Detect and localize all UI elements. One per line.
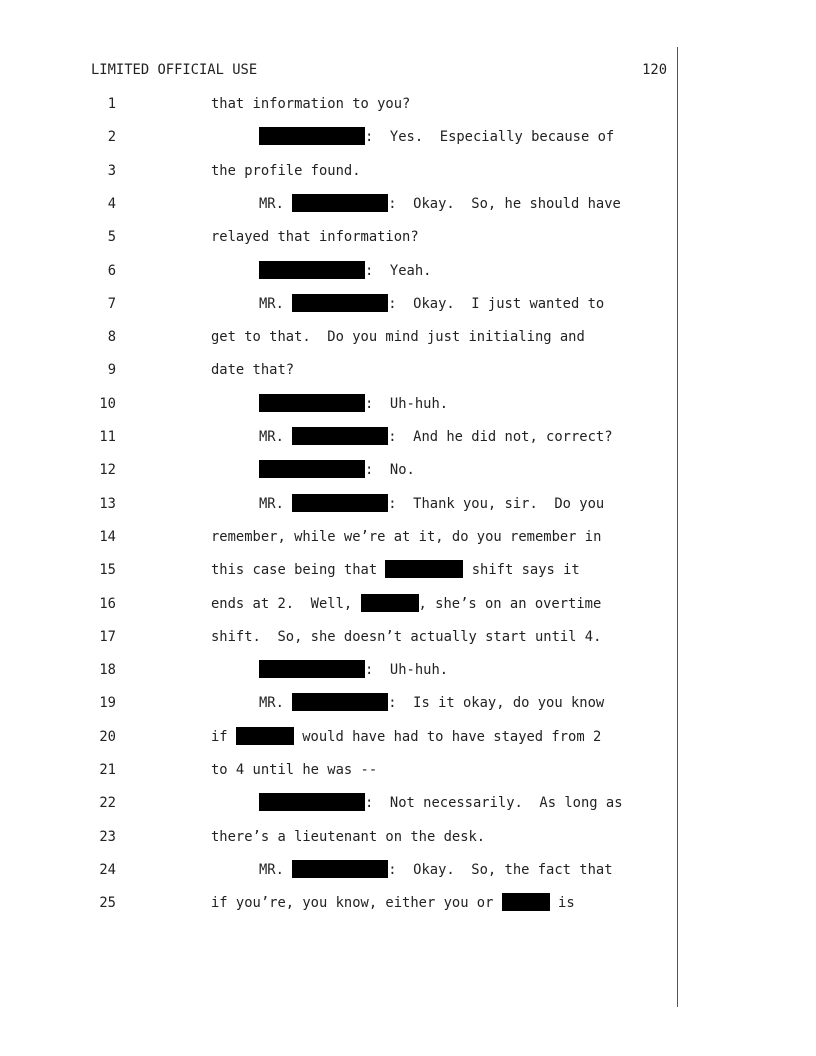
line-text — [211, 760, 377, 780]
line-number: 15 — [99, 562, 116, 579]
text-segment: : No. — [365, 462, 415, 479]
redaction-box — [292, 194, 388, 212]
transcript-line — [0, 494, 677, 514]
text-segment: : Uh-huh. — [365, 395, 449, 412]
line-number: 13 — [99, 495, 116, 512]
line-text — [211, 227, 419, 247]
transcript-line — [0, 194, 677, 214]
text-segment: : Okay. I just wanted to — [388, 295, 605, 312]
text-segment: : Yes. Especially because of — [365, 129, 615, 146]
line-text — [259, 194, 621, 214]
transcript-line — [0, 693, 677, 713]
line-number: 7 — [107, 295, 116, 312]
text-segment: : Not necessarily. As long as — [365, 795, 623, 812]
page-number: 120 — [642, 62, 667, 78]
line-text — [259, 860, 613, 880]
line-text — [259, 394, 448, 414]
line-number: 25 — [99, 895, 116, 912]
text-segment: this case being that — [211, 562, 386, 579]
text-segment: MR. — [259, 495, 293, 512]
redaction-box — [292, 693, 388, 711]
text-segment: : Yeah. — [365, 262, 432, 279]
text-segment: MR. — [259, 295, 293, 312]
redaction-box — [292, 494, 388, 512]
transcript-line — [0, 360, 677, 380]
text-segment: date that? — [211, 362, 295, 379]
text-segment: is — [549, 895, 575, 912]
text-segment: shift. So, she doesn’t actually start until 4. — [211, 628, 602, 645]
transcript-line — [0, 793, 677, 813]
line-number: 22 — [99, 795, 116, 812]
line-number: 1 — [107, 96, 116, 112]
line-text — [211, 360, 294, 380]
line-text — [211, 527, 601, 547]
line-number: 24 — [99, 861, 116, 878]
text-segment: get to that. Do you mind just initialing and — [211, 329, 585, 346]
redaction-box — [259, 261, 365, 279]
right-margin-rule — [677, 47, 678, 1007]
line-number: 17 — [99, 628, 116, 645]
transcript-line — [0, 660, 677, 680]
redaction-box — [259, 660, 365, 678]
line-text — [259, 427, 613, 447]
line-number: 21 — [99, 762, 116, 778]
text-segment: ends at 2. Well, — [211, 595, 361, 612]
line-text — [211, 893, 575, 913]
text-segment: : Uh-huh. — [365, 662, 449, 679]
transcript-line — [0, 527, 677, 547]
line-text — [211, 627, 601, 647]
transcript-line — [0, 127, 677, 147]
line-number: 2 — [107, 129, 116, 146]
redaction-box — [292, 427, 388, 445]
text-segment: : Is it okay, do you know — [388, 695, 605, 712]
line-text — [259, 693, 604, 713]
line-text — [259, 127, 614, 147]
line-number: 18 — [99, 662, 116, 679]
line-text — [211, 727, 601, 747]
text-segment: : Okay. So, he should have — [388, 195, 621, 212]
transcript-line — [0, 460, 677, 480]
text-segment: if — [211, 728, 236, 745]
text-segment: remember, while we’re at it, do you remember in — [211, 528, 602, 545]
text-segment: MR. — [259, 429, 293, 445]
transcript-line — [0, 161, 677, 181]
text-segment: : Okay. So, the fact that — [388, 861, 613, 878]
transcript-line — [0, 827, 677, 847]
line-text — [211, 594, 601, 614]
text-segment: MR. — [259, 195, 293, 212]
line-number: 10 — [99, 395, 116, 412]
redaction-box — [292, 860, 388, 878]
transcript-line — [0, 594, 677, 614]
line-number: 12 — [99, 462, 116, 479]
text-segment: that information to you? — [211, 96, 411, 112]
text-segment: : And he did not, correct? — [388, 429, 613, 445]
text-segment: to 4 until he was -- — [211, 762, 378, 778]
line-text — [211, 327, 585, 347]
line-text — [259, 261, 431, 281]
redaction-box — [236, 727, 294, 745]
redaction-box — [502, 893, 550, 911]
text-segment: shift says it — [463, 562, 580, 579]
line-number: 19 — [99, 695, 116, 712]
text-segment: : Thank you, sir. Do you — [388, 495, 605, 512]
transcript-line — [0, 560, 677, 580]
line-text — [259, 660, 448, 680]
line-number: 23 — [99, 828, 116, 845]
transcript-line — [0, 727, 677, 747]
line-number: 5 — [107, 229, 116, 246]
transcript-line — [0, 294, 677, 314]
line-text — [259, 793, 623, 813]
redaction-box — [259, 460, 365, 478]
line-number: 9 — [107, 362, 116, 379]
text-segment: MR. — [259, 695, 293, 712]
redaction-box — [259, 127, 365, 145]
redaction-box — [361, 594, 419, 612]
text-segment: MR. — [259, 861, 293, 878]
line-number: 6 — [107, 262, 116, 279]
redaction-box — [259, 394, 365, 412]
transcript-line — [0, 261, 677, 281]
line-text — [211, 161, 361, 181]
line-number: 4 — [107, 195, 116, 212]
transcript-line — [0, 327, 677, 347]
transcript-line — [0, 760, 677, 780]
text-segment: the profile found. — [211, 162, 361, 179]
line-number: 20 — [99, 728, 116, 745]
text-segment: would have had to have stayed from 2 — [293, 728, 602, 745]
line-text — [259, 494, 604, 514]
line-text — [259, 294, 604, 314]
redaction-box — [385, 560, 463, 578]
line-number: 14 — [99, 528, 116, 545]
redaction-box — [292, 294, 388, 312]
classification-header: LIMITED OFFICIAL USE — [91, 62, 258, 78]
transcript-line — [0, 227, 677, 247]
line-number: 8 — [107, 329, 116, 346]
line-number: 11 — [99, 429, 116, 445]
line-text — [211, 94, 410, 114]
line-text — [211, 827, 485, 847]
text-segment: if you’re, you know, either you or — [211, 895, 502, 912]
line-text — [211, 560, 580, 580]
text-segment: , she’s on an overtime — [418, 595, 602, 612]
line-number: 16 — [99, 595, 116, 612]
transcript-line — [0, 94, 677, 114]
line-text — [259, 460, 415, 480]
transcript-line — [0, 394, 677, 414]
transcript-line — [0, 860, 677, 880]
transcript-line — [0, 627, 677, 647]
redaction-box — [259, 793, 365, 811]
text-segment: relayed that information? — [211, 229, 419, 246]
transcript-line — [0, 427, 677, 447]
text-segment: there’s a lieutenant on the desk. — [211, 828, 486, 845]
transcript-line — [0, 893, 677, 913]
line-number: 3 — [107, 162, 116, 179]
